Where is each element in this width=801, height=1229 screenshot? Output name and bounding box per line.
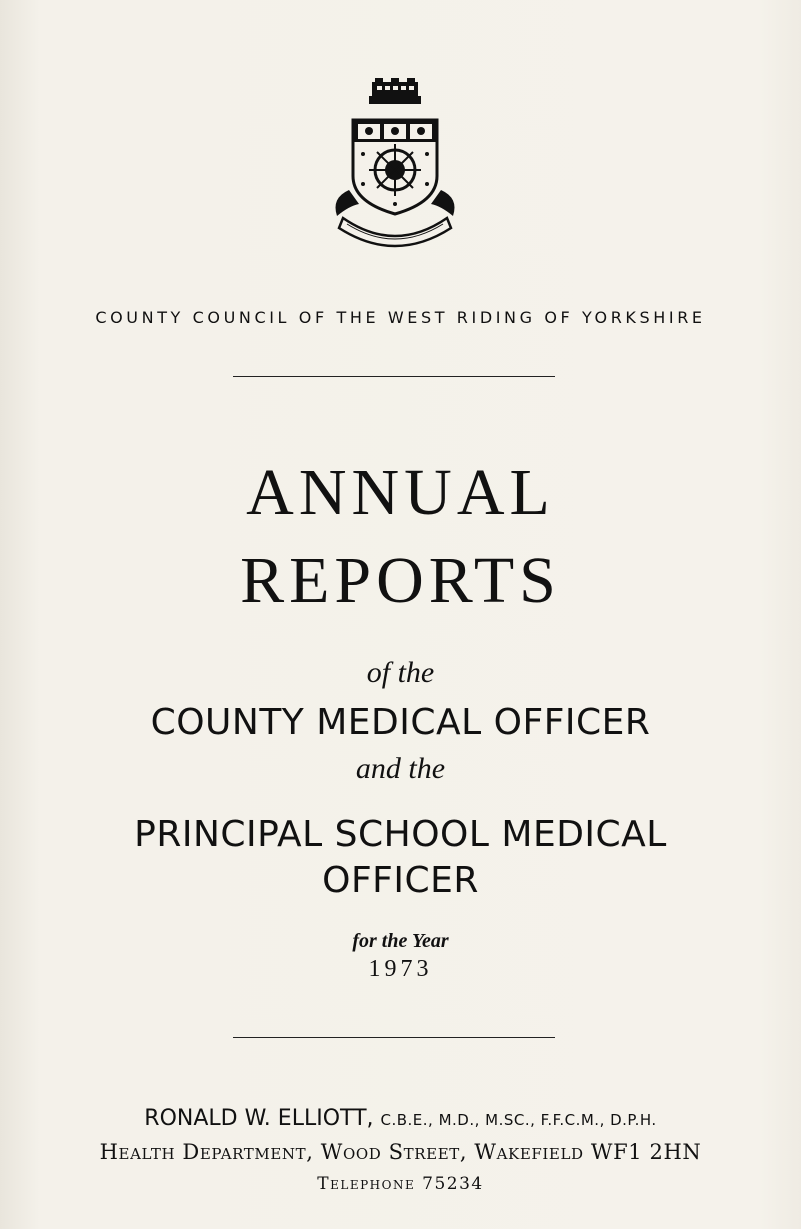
council-heading: COUNTY COUNCIL OF THE WEST RIDING OF YORKSHIRE: [95, 308, 706, 327]
title-reports: REPORTS: [240, 544, 561, 617]
report-year: 1973: [368, 956, 433, 982]
title-annual: ANNUAL: [246, 456, 555, 529]
telephone-number: Telephone 75234: [317, 1174, 484, 1194]
bottom-divider: [233, 1037, 555, 1038]
coat-of-arms-icon: [325, 78, 465, 250]
for-the-year-label: for the Year: [352, 930, 449, 952]
and-the-text: and the: [355, 752, 446, 785]
county-medical-officer-title: COUNTY MEDICAL OFFICER: [150, 702, 651, 743]
officer-name: RONALD W. ELLIOTT,: [144, 1106, 374, 1131]
of-the-text: of the: [366, 656, 435, 689]
officer-title: OFFICER: [322, 860, 479, 901]
officer-name-line: [0, 1106, 801, 1131]
top-divider: [233, 376, 555, 377]
principal-school-medical-title: PRINCIPAL SCHOOL MEDICAL: [134, 814, 667, 855]
department-address: Health Department, Wood Street, Wakefield WF1 2HN: [99, 1140, 702, 1164]
officer-qualifications: C.B.E., M.D., M.SC., F.F.C.M., D.P.H.: [380, 1111, 657, 1129]
